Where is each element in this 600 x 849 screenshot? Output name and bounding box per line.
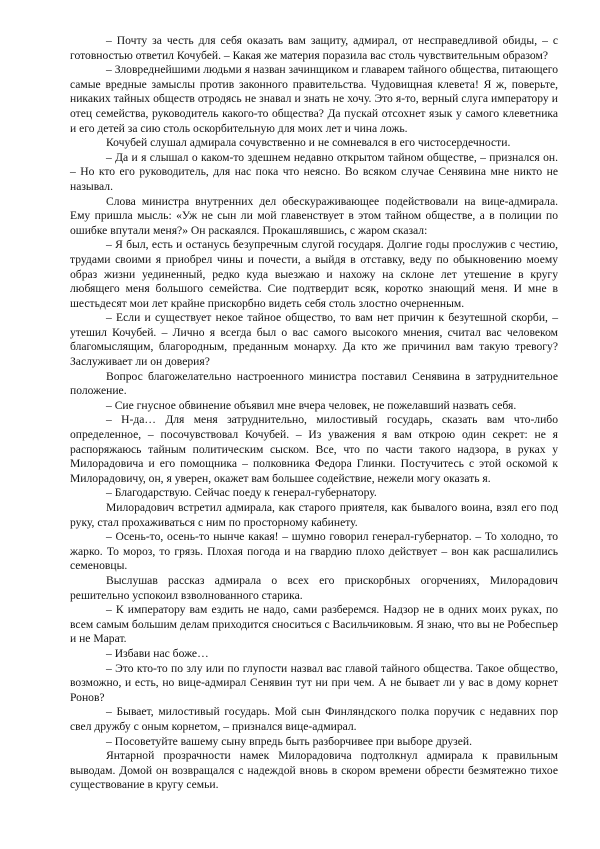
- paragraph: – Да и я слышал о каком-то здешнем недавно открытом тайном обществе, – признался он. – Но кто его руководитель, для нас пока что неясно. Во всяком случае Сенявина мне никто не называл.: [70, 150, 558, 193]
- paragraph: – Осень-то, осень-то нынче какая! – шумно говорил генерал-губернатор. – То холодно, то жарко. То мороз, то грязь. Плохая погода и на гвардию плохо действует – вон как расшалились семеновцы.: [70, 530, 558, 573]
- paragraph: – Бывает, милостивый государь. Мой сын Финляндского полка поручик с недавних пор свел дружбу с оным корнетом, – признался вице-адмирал.: [70, 705, 558, 733]
- paragraph: Милорадович встретил адмирала, как старого приятеля, как бывалого воина, взял его под руку, стал прохаживаться с ним по просторному кабинету.: [70, 501, 558, 529]
- document-text: [70, 34, 558, 793]
- paragraph: – Избави нас боже…: [106, 646, 209, 660]
- paragraph: Кочубей слушал адмирала сочувственно и не сомневался в его чистосердечности.: [106, 136, 511, 150]
- paragraph: – Посоветуйте вашему сыну впредь быть разборчивее при выборе друзей.: [106, 734, 473, 748]
- paragraph: – Зловреднейшими людьми я назван зачинщиком и главарем тайного общества, питающего самые вредные замыслы против законного правительства. Чудовищная клевета! Я ж, поверьте, никаких тайных обществ отродясь не знавал и знать не хочу. Это я-то, верный слуга императору и отец семейства, руководитель какого-то общества? Да пускай отсохнет язык у самого клеветника и его детей за сию столь оскорбительную для моих лет и чина ложь.: [70, 63, 558, 135]
- paragraph: – Это кто-то по злу или по глупости назвал вас главой тайного общества. Такое общество, возможно, и есть, но вице-адмирал Сенявин тут ни при чем. А не бывает ли у вас в дому корнет Ронов?: [70, 661, 558, 704]
- paragraph: Слова министра внутренних дел обескураживающее подействовали на вице-адмирала. Ему пришла мысль: «Уж не сын ли мой главенствует в этом тайном обществе, а в полиции по ошибке впутали меня?» Он раскаялся. Прокашлявшись, с жаром сказал:: [70, 194, 558, 237]
- paragraph: – Если и существует некое тайное общество, то вам нет причин к безутешной скорби, – утешил Кочубей. – Лично я всегда был о вас самого высокого мнения, считал вас человеком благомыслящим, благородным, преданным монарху. Да кто же причинил вам такую тревогу? Заслуживает ли он доверия?: [70, 311, 558, 369]
- paragraph: – К императору вам ездить не надо, сами разберемся. Надзор не в одних моих руках, по всем самым большим делам приходится сноситься с Васильчиковым. Я знаю, что вы не Робеспьер и не Марат.: [70, 603, 558, 646]
- paragraph: – Н-да… Для меня затруднительно, милостивый государь, сказать вам что-либо определенное, – посочувствовал Кочубей. – Из уважения я вам открою один секрет: не я распоряжаюсь тайным политическим сыском. Все, что по части такого надзора, в руках у Милорадовича и его помощника – полковника Федора Глинки. Постучитесь с этой оскомой к Милорадовичу, он, я уверен, окажет вам большее содействие, нежели могу оказать я.: [70, 413, 558, 485]
- paragraph: Вопрос благожелательно настроенного министра поставил Сенявина в затруднительное положение.: [70, 369, 558, 398]
- paragraph: Янтарной прозрачности намек Милорадовича подтолкнул адмирала к правильным выводам. Домой он возвращался с надеждой вновь в скором времени обрести безмятежно тихое существование в кругу семьи.: [70, 749, 558, 792]
- paragraph: – Почту за честь для себя оказать вам защиту, адмирал, от несправедливой обиды, – с готовностью ответил Кочубей. – Какая же материя поразила вас столь чувствительным образом?: [70, 34, 558, 62]
- paragraph: Выслушав рассказ адмирала о всех его прискорбных огорчениях, Милорадович решительно успокоил взволнованного старика.: [70, 573, 558, 602]
- paragraph: – Я был, есть и останусь безупречным слугой государя. Долгие годы прослужив с честию, трудами своими я приобрел чины и почести, а выйдя в отставку, веду по обыкновению моему образ жизни уединенный, редко куда выезжаю и нахожу на склоне лет утешение в кругу любящего меня большого семейства. Сие подтвердит всяк, коротко знающий меня. И мне в шестьдесят мои лет крайне прискорбно видеть себя столь злостно очерненным.: [70, 238, 558, 310]
- paragraph: – Сие гнусное обвинение объявил мне вчера человек, не пожелавший назвать себя.: [106, 398, 517, 412]
- paragraph: – Благодарствую. Сейчас поеду к генерал-губернатору.: [106, 486, 377, 500]
